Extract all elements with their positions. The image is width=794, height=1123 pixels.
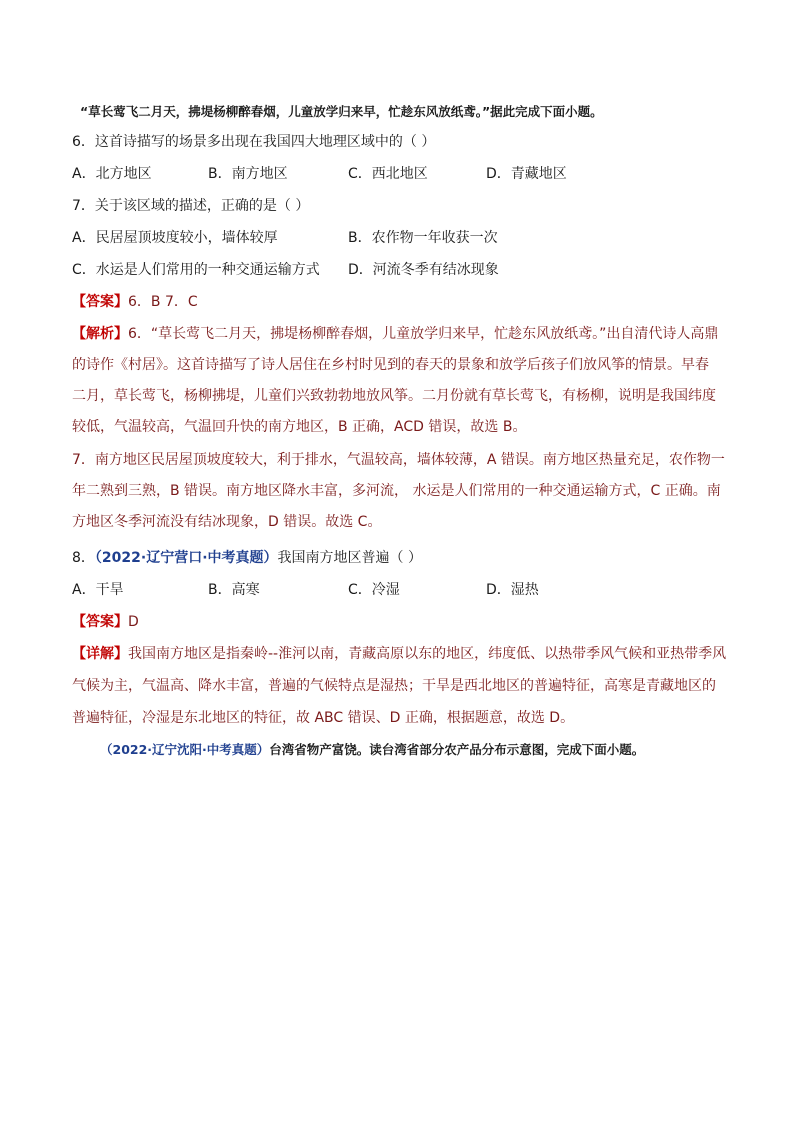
detail-line-1 — [72, 644, 727, 664]
q7-option-b: B．农作物一年收获一次 — [348, 230, 498, 246]
analysis-line-1 — [72, 324, 724, 344]
q6-option-b: B．南方地区 — [208, 166, 288, 182]
next-text: 台湾省物产富饶。读台湾省部分农产品分布示意图，完成下面小题。 — [269, 742, 645, 757]
q6-option-d: D．青藏地区 — [486, 166, 567, 182]
q8-stem-text: 我国南方地区普遍（ ） — [277, 550, 422, 566]
answer-2 — [72, 612, 724, 632]
answer-1-text: 6．B 7．C — [128, 294, 198, 310]
intro-text: “草长莺飞二月天，拂堤杨柳醉春烟，儿童放学归来早，忙趁东风放纸鸢。”据此完成下面小题。 — [80, 104, 603, 119]
analysis-line-2: 的诗作《村居》。这首诗描写了诗人居住在乡村时见到的春天的景象和放学后孩子们放风筝的情景。早春 — [72, 357, 709, 373]
question-7-stem: 7．关于该区域的描述，正确的是（ ） — [72, 198, 310, 214]
analysis-line-3: 二月，草长莺飞，杨柳拂堤，儿童们兴致勃勃地放风筝。二月份就有草长莺飞，有杨柳，说明是我国纬度 — [72, 388, 716, 404]
answer-1-tag: 【答案】 — [72, 294, 128, 310]
answer-1 — [72, 292, 724, 312]
detail-tag: 【详解】 — [72, 646, 128, 662]
q8-option-a: A．干旱 — [72, 582, 124, 598]
q8-option-d: D．湿热 — [486, 582, 539, 598]
q7-option-d: D．河流冬季有结冰现象 — [348, 262, 499, 278]
detail-text-1: 我国南方地区是指秦岭--淮河以南，青藏高原以东的地区，纬度低、以热带季风气候和亚热带季风 — [128, 646, 727, 662]
analysis-text-1: 6．“草长莺飞二月天，拂堤杨柳醉春烟，儿童放学归来早，忙趁东风放纸鸢。”出自清代诗人高鼎 — [128, 326, 719, 342]
analysis-line-6: 年二熟到三熟，B 错误。南方地区降水丰富，多河流， 水运是人们常用的一种交通运输方式，C 正确。南 — [72, 483, 721, 499]
analysis-tag: 【解析】 — [72, 326, 128, 342]
question-6-stem: 6．这首诗描写的场景多出现在我国四大地理区域中的（ ） — [72, 134, 436, 150]
q6-option-a: A．北方地区 — [72, 166, 152, 182]
q8-source: （2022·辽宁营口·中考真题） — [94, 550, 278, 566]
next-source: （2022·辽宁沈阳·中考真题） — [100, 742, 270, 757]
analysis-line-5: 7．南方地区民居屋顶坡度较大，利于排水，气温较高，墙体较薄，A 错误。南方地区热量充足，农作物一 — [72, 452, 725, 468]
question-8-stem — [72, 548, 724, 568]
q8-option-c: C．冷湿 — [348, 582, 400, 598]
analysis-line-4: 较低，气温较高，气温回升快的南方地区，B 正确，ACD 错误，故选 B。 — [72, 419, 527, 435]
q7-option-c: C．水运是人们常用的一种交通运输方式 — [72, 262, 320, 278]
answer-2-tag: 【答案】 — [72, 614, 128, 630]
analysis-line-7: 方地区冬季河流没有结冰现象，D 错误。故选 C。 — [72, 514, 382, 530]
q8-option-b: B．高寒 — [208, 582, 260, 598]
q8-number: 8． — [72, 550, 95, 566]
answer-2-text: D — [128, 614, 139, 630]
next-question-intro — [100, 740, 724, 760]
detail-line-2: 气候为主，气温高、降水丰富，普遍的气候特点是湿热；干旱是西北地区的普遍特征，高寒是青藏地区的 — [72, 678, 716, 694]
q6-option-c: C．西北地区 — [348, 166, 428, 182]
detail-line-3: 普遍特征，冷湿是东北地区的特征，故 ABC 错误、D 正确，根据题意，故选 D。 — [72, 710, 575, 726]
q7-option-a: A．民居屋顶坡度较小，墙体较厚 — [72, 230, 278, 246]
